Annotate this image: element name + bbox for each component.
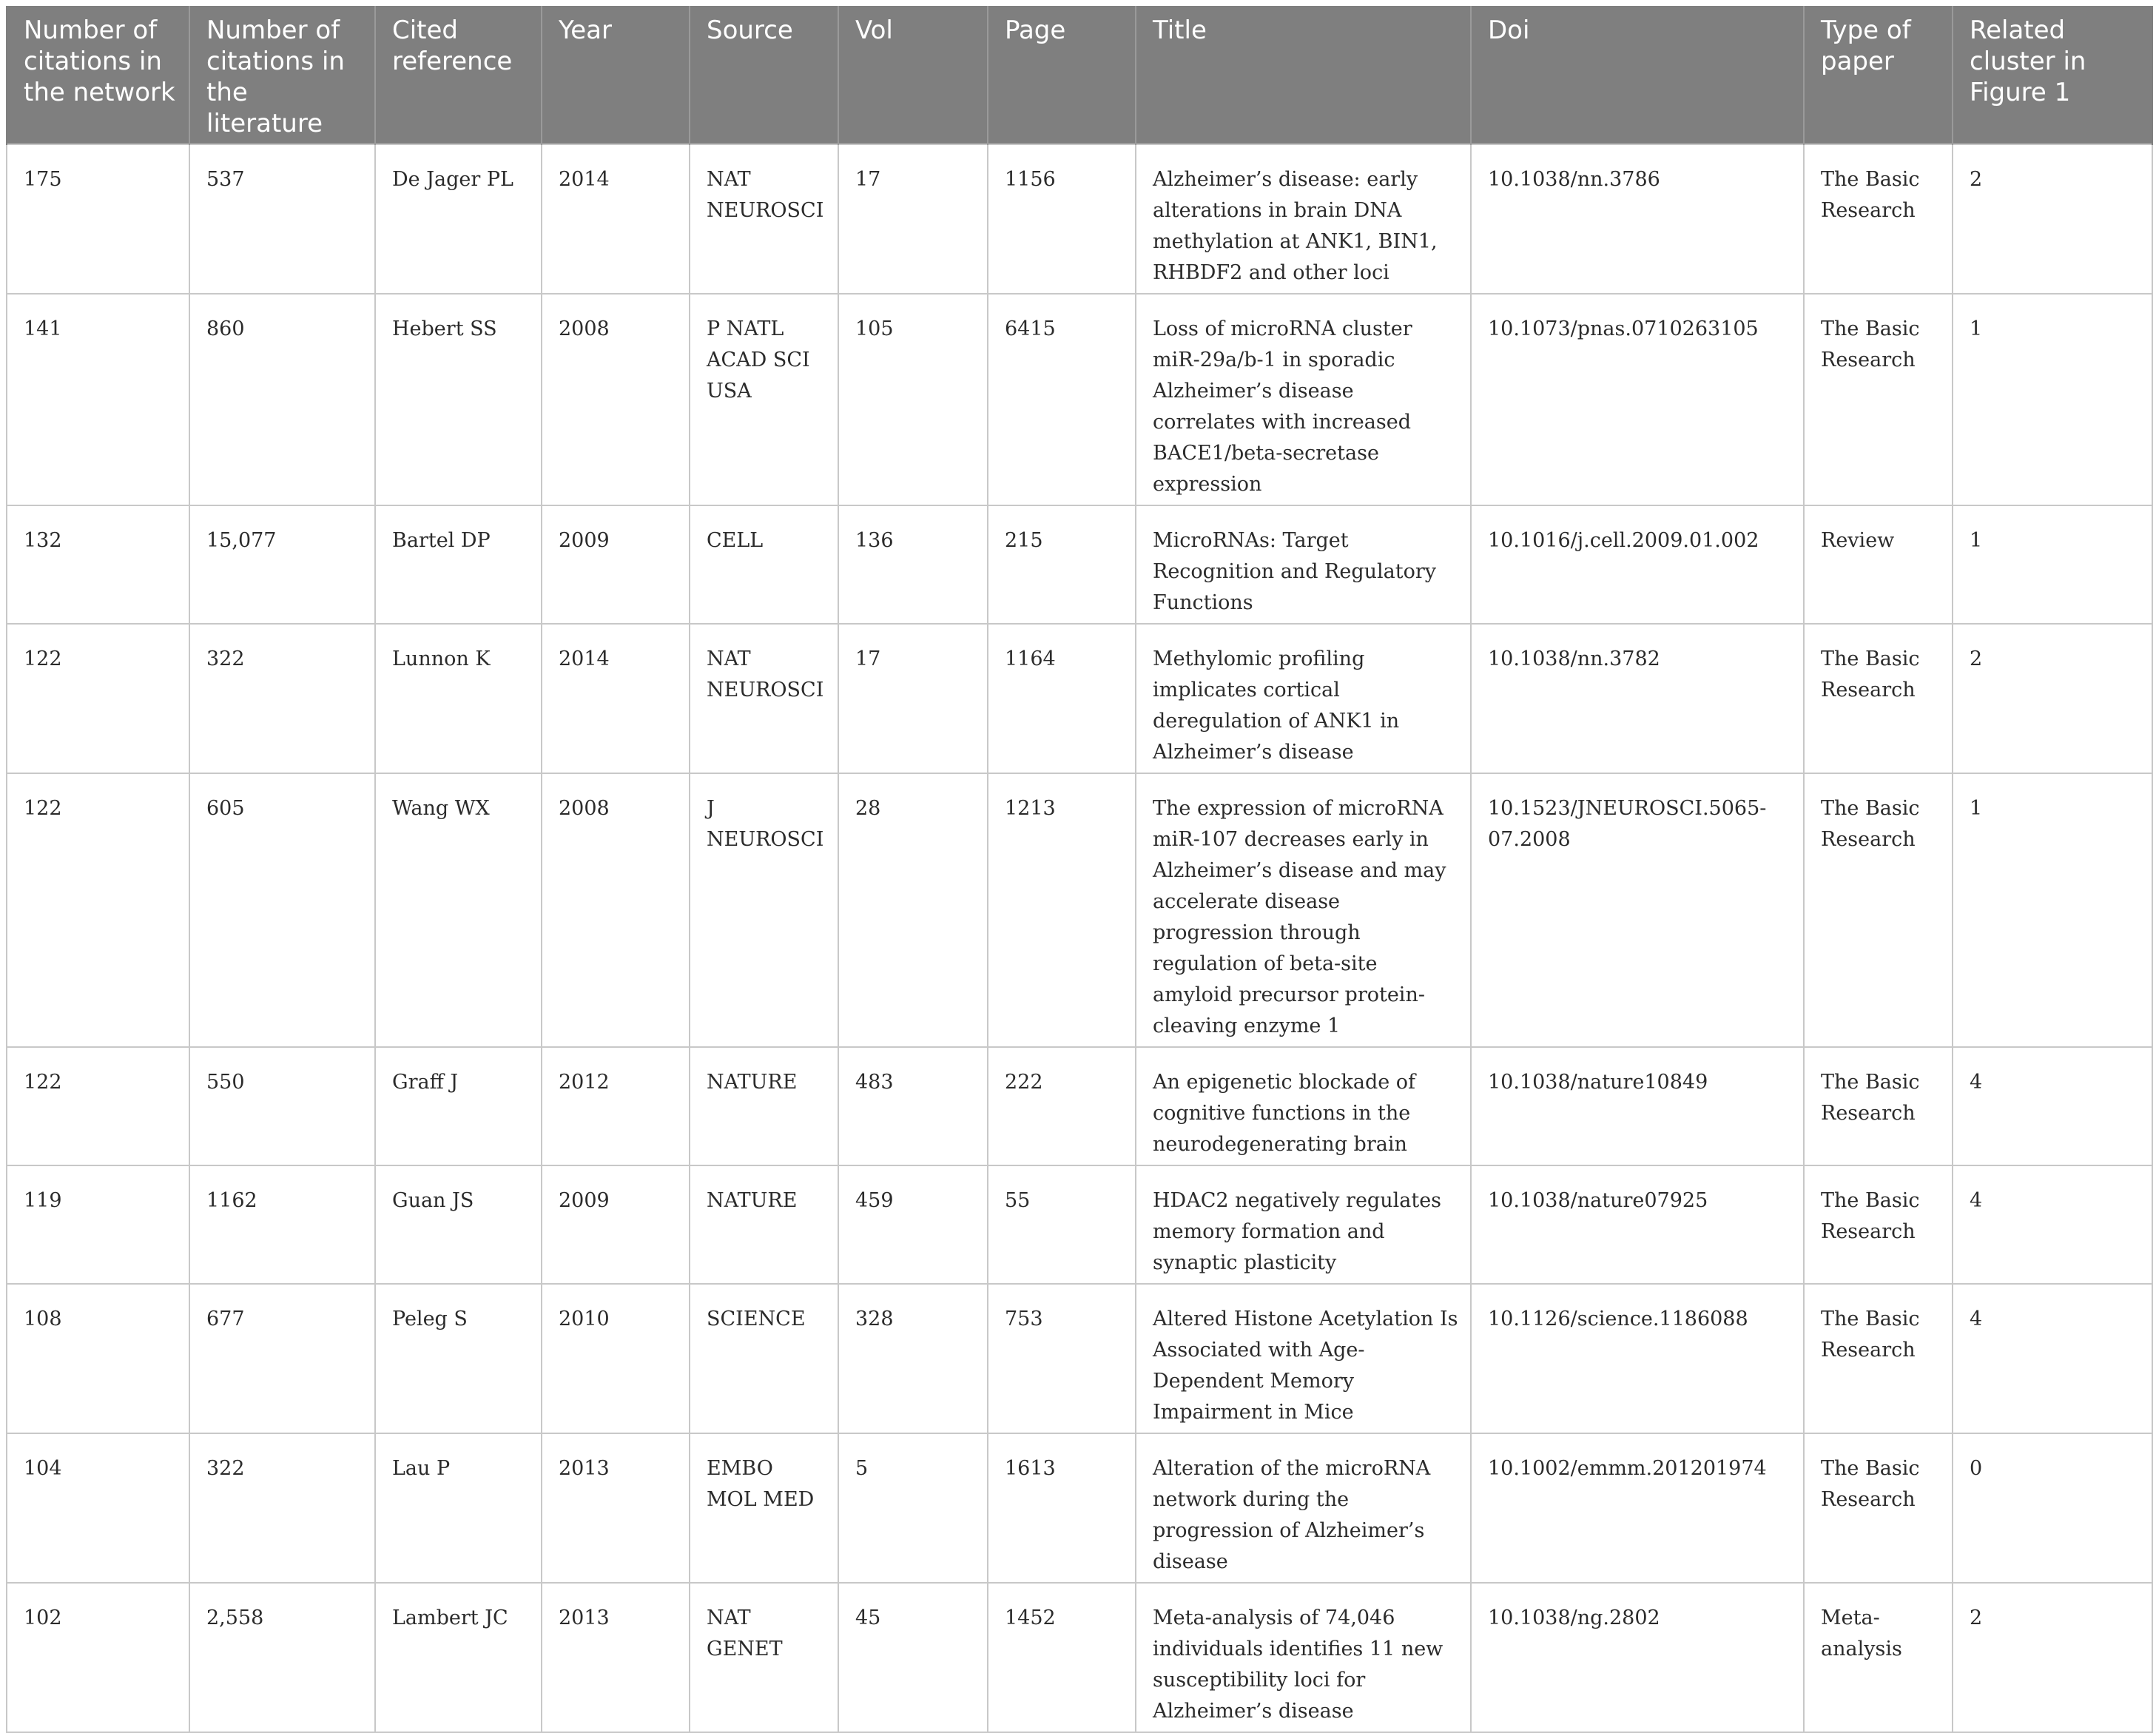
citations-table [6, 6, 2153, 1733]
cell-related-cluster: 4 [1953, 1047, 2152, 1165]
cell-doi: 10.1016/j.cell.2009.01.002 [1471, 505, 1804, 624]
cell-network-citations: 122 [7, 773, 189, 1047]
cell-source: EMBO MOL MED [690, 1433, 838, 1583]
cell-title: The expression of microRNA miR-107 decreases early in Alzheimer’s disease and may accelerate disease progression through regulation of beta-site amyloid precursor protein-cleaving enzyme 1 [1136, 773, 1471, 1047]
cell-cited-reference: Guan JS [375, 1165, 542, 1284]
header-row [7, 7, 2152, 144]
cell-related-cluster: 2 [1953, 1583, 2152, 1732]
cell-related-cluster: 4 [1953, 1284, 2152, 1433]
cell-source: NAT NEUROSCI [690, 144, 838, 294]
cell-network-citations: 175 [7, 144, 189, 294]
cell-network-citations: 102 [7, 1583, 189, 1732]
citations-table-container [6, 6, 2152, 1733]
header-vol: Vol [838, 7, 988, 144]
cell-year: 2014 [542, 624, 690, 773]
cell-page: 1213 [988, 773, 1136, 1047]
cell-literature-citations: 1162 [189, 1165, 375, 1284]
cell-vol: 459 [838, 1165, 988, 1284]
cell-related-cluster: 2 [1953, 624, 2152, 773]
cell-source: CELL [690, 505, 838, 624]
header-page: Page [988, 7, 1136, 144]
cell-vol: 136 [838, 505, 988, 624]
cell-vol: 17 [838, 624, 988, 773]
cell-literature-citations: 677 [189, 1284, 375, 1433]
cell-network-citations: 104 [7, 1433, 189, 1583]
cell-page: 55 [988, 1165, 1136, 1284]
cell-literature-citations: 2,558 [189, 1583, 375, 1732]
header-literature-citations: Number of citations in the literature [189, 7, 375, 144]
cell-literature-citations: 537 [189, 144, 375, 294]
cell-type-of-paper: The Basic Research [1804, 773, 1953, 1047]
cell-year: 2012 [542, 1047, 690, 1165]
cell-cited-reference: Hebert SS [375, 294, 542, 505]
cell-related-cluster: 4 [1953, 1165, 2152, 1284]
cell-network-citations: 122 [7, 1047, 189, 1165]
cell-page: 1164 [988, 624, 1136, 773]
cell-title: Methylomic profiling implicates cortical deregulation of ANK1 in Alzheimer’s disease [1136, 624, 1471, 773]
cell-doi: 10.1038/ng.2802 [1471, 1583, 1804, 1732]
cell-year: 2014 [542, 144, 690, 294]
cell-cited-reference: Graff J [375, 1047, 542, 1165]
cell-related-cluster: 1 [1953, 773, 2152, 1047]
cell-related-cluster: 1 [1953, 505, 2152, 624]
cell-title: Loss of microRNA cluster miR-29a/b-1 in sporadic Alzheimer’s disease correlates with increased BACE1/beta-secretase expression [1136, 294, 1471, 505]
table-row [7, 773, 2152, 1047]
cell-title: Meta-analysis of 74,046 individuals identifies 11 new susceptibility loci for Alzheimer’s disease [1136, 1583, 1471, 1732]
cell-year: 2013 [542, 1583, 690, 1732]
cell-doi: 10.1038/nature07925 [1471, 1165, 1804, 1284]
cell-cited-reference: Peleg S [375, 1284, 542, 1433]
cell-literature-citations: 322 [189, 1433, 375, 1583]
cell-title: MicroRNAs: Target Recognition and Regulatory Functions [1136, 505, 1471, 624]
cell-source: NATURE [690, 1165, 838, 1284]
cell-doi: 10.1523/JNEUROSCI.5065-07.2008 [1471, 773, 1804, 1047]
cell-source: NAT GENET [690, 1583, 838, 1732]
cell-vol: 45 [838, 1583, 988, 1732]
cell-literature-citations: 322 [189, 624, 375, 773]
header-related-cluster: Related cluster in Figure 1 [1953, 7, 2152, 144]
table-row [7, 1583, 2152, 1732]
cell-cited-reference: Lunnon K [375, 624, 542, 773]
cell-year: 2008 [542, 773, 690, 1047]
cell-title: Alzheimer’s disease: early alterations in brain DNA methylation at ANK1, BIN1, RHBDF2 and other loci [1136, 144, 1471, 294]
header-cited-reference: Cited reference [375, 7, 542, 144]
table-row [7, 144, 2152, 294]
cell-vol: 28 [838, 773, 988, 1047]
cell-cited-reference: Wang WX [375, 773, 542, 1047]
cell-year: 2009 [542, 1165, 690, 1284]
cell-year: 2010 [542, 1284, 690, 1433]
cell-vol: 105 [838, 294, 988, 505]
cell-type-of-paper: The Basic Research [1804, 1433, 1953, 1583]
header-title: Title [1136, 7, 1471, 144]
cell-network-citations: 108 [7, 1284, 189, 1433]
cell-type-of-paper: Meta-analysis [1804, 1583, 1953, 1732]
table-row [7, 1284, 2152, 1433]
cell-type-of-paper: The Basic Research [1804, 294, 1953, 505]
cell-source: NAT NEUROSCI [690, 624, 838, 773]
cell-cited-reference: Bartel DP [375, 505, 542, 624]
cell-network-citations: 141 [7, 294, 189, 505]
cell-source: SCIENCE [690, 1284, 838, 1433]
cell-year: 2008 [542, 294, 690, 505]
cell-type-of-paper: The Basic Research [1804, 624, 1953, 773]
cell-vol: 5 [838, 1433, 988, 1583]
cell-page: 215 [988, 505, 1136, 624]
table-row [7, 505, 2152, 624]
cell-doi: 10.1038/nn.3786 [1471, 144, 1804, 294]
cell-cited-reference: Lau P [375, 1433, 542, 1583]
cell-year: 2013 [542, 1433, 690, 1583]
cell-doi: 10.1002/emmm.201201974 [1471, 1433, 1804, 1583]
table-row [7, 294, 2152, 505]
cell-cited-reference: Lambert JC [375, 1583, 542, 1732]
cell-source: P NATL ACAD SCI USA [690, 294, 838, 505]
table-row [7, 1433, 2152, 1583]
cell-type-of-paper: Review [1804, 505, 1953, 624]
cell-literature-citations: 15,077 [189, 505, 375, 624]
header-doi: Doi [1471, 7, 1804, 144]
cell-doi: 10.1038/nature10849 [1471, 1047, 1804, 1165]
header-type-of-paper: Type of paper [1804, 7, 1953, 144]
cell-page: 1452 [988, 1583, 1136, 1732]
cell-source: NATURE [690, 1047, 838, 1165]
cell-page: 753 [988, 1284, 1136, 1433]
cell-source: J NEUROSCI [690, 773, 838, 1047]
table-row [7, 624, 2152, 773]
cell-type-of-paper: The Basic Research [1804, 1047, 1953, 1165]
cell-vol: 483 [838, 1047, 988, 1165]
cell-type-of-paper: The Basic Research [1804, 1165, 1953, 1284]
cell-network-citations: 132 [7, 505, 189, 624]
cell-literature-citations: 605 [189, 773, 375, 1047]
cell-title: An epigenetic blockade of cognitive functions in the neurodegenerating brain [1136, 1047, 1471, 1165]
cell-doi: 10.1073/pnas.0710263105 [1471, 294, 1804, 505]
header-year: Year [542, 7, 690, 144]
cell-literature-citations: 860 [189, 294, 375, 505]
table-row [7, 1047, 2152, 1165]
cell-page: 6415 [988, 294, 1136, 505]
cell-vol: 17 [838, 144, 988, 294]
cell-network-citations: 122 [7, 624, 189, 773]
cell-title: Altered Histone Acetylation Is Associated with Age-Dependent Memory Impairment in Mice [1136, 1284, 1471, 1433]
cell-page: 1613 [988, 1433, 1136, 1583]
cell-title: HDAC2 negatively regulates memory formation and synaptic plasticity [1136, 1165, 1471, 1284]
cell-title: Alteration of the microRNA network during the progression of Alzheimer’s disease [1136, 1433, 1471, 1583]
header-source: Source [690, 7, 838, 144]
cell-related-cluster: 0 [1953, 1433, 2152, 1583]
cell-doi: 10.1126/science.1186088 [1471, 1284, 1804, 1433]
header-network-citations: Number of citations in the network [7, 7, 189, 144]
cell-year: 2009 [542, 505, 690, 624]
cell-vol: 328 [838, 1284, 988, 1433]
table-body [7, 144, 2152, 1732]
cell-type-of-paper: The Basic Research [1804, 1284, 1953, 1433]
cell-related-cluster: 1 [1953, 294, 2152, 505]
cell-literature-citations: 550 [189, 1047, 375, 1165]
table-row [7, 1165, 2152, 1284]
cell-page: 222 [988, 1047, 1136, 1165]
table-header [7, 7, 2152, 144]
cell-doi: 10.1038/nn.3782 [1471, 624, 1804, 773]
cell-page: 1156 [988, 144, 1136, 294]
cell-related-cluster: 2 [1953, 144, 2152, 294]
cell-cited-reference: De Jager PL [375, 144, 542, 294]
cell-type-of-paper: The Basic Research [1804, 144, 1953, 294]
cell-network-citations: 119 [7, 1165, 189, 1284]
